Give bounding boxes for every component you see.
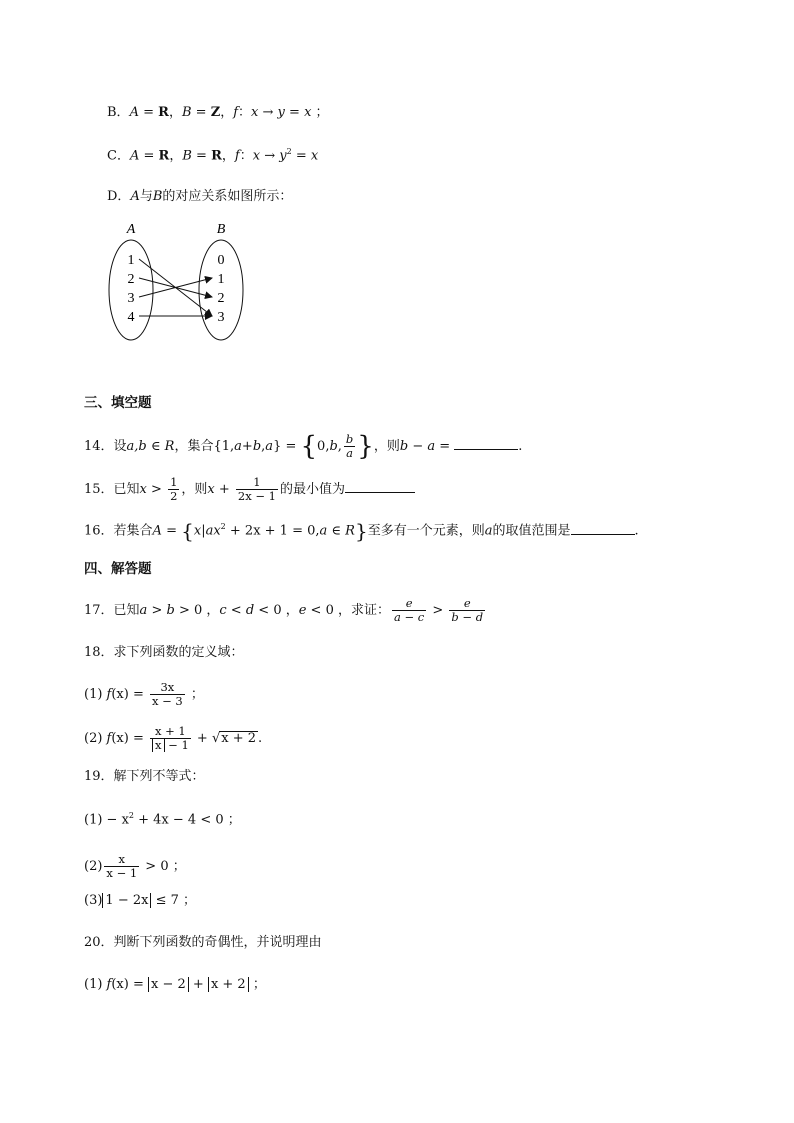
section-title: 三、填空题	[84, 395, 152, 411]
math-op: >	[147, 603, 167, 619]
sqrt: √x + 2	[211, 731, 256, 747]
math-op: >	[146, 482, 167, 498]
math-op: +	[214, 482, 234, 498]
math-var: A	[130, 189, 140, 204]
denominator: 2x − 1	[237, 489, 276, 504]
math: (x) =	[111, 977, 148, 992]
math-op: =	[291, 148, 311, 164]
math-var: B	[181, 105, 192, 120]
math-var: A	[152, 523, 162, 539]
math-var: b	[166, 603, 175, 619]
denominator: a − c	[393, 610, 425, 625]
math-op: |	[201, 523, 206, 539]
math-var: B	[152, 189, 163, 204]
numerator: b	[345, 432, 354, 446]
option-b	[107, 106, 329, 119]
math: − x	[106, 812, 129, 828]
math-op: =	[161, 523, 182, 539]
question-18: 18．求下列函数的定义域：	[84, 645, 244, 660]
math-var: A	[129, 105, 139, 120]
math-var: x	[207, 482, 215, 498]
math-op: ∈	[146, 439, 165, 455]
math: 0,	[317, 439, 330, 455]
part-label: (2)	[84, 859, 103, 875]
math: (x) =	[111, 731, 148, 747]
option-label: D．	[107, 189, 131, 204]
set-b-element: 3	[217, 310, 225, 325]
math-var: a,b	[126, 439, 147, 455]
numerator: 1	[253, 475, 261, 489]
punct: ；	[248, 977, 266, 992]
math-op: −	[408, 439, 428, 455]
math-var: a	[427, 439, 436, 455]
part-label: (2)	[84, 731, 107, 747]
math-var: b	[399, 439, 409, 455]
numerator: e	[405, 596, 413, 610]
punct: ，	[220, 105, 234, 120]
fraction	[150, 681, 185, 708]
answer-blank[interactable]	[345, 492, 415, 493]
option-label: B．	[107, 105, 130, 120]
numerator: x	[118, 852, 126, 866]
math-op: >	[428, 603, 448, 619]
math-var: a	[139, 603, 148, 619]
part-label: (3)	[84, 893, 103, 908]
text: 的最小值为	[280, 482, 346, 498]
section-title: 四、解答题	[84, 561, 152, 577]
question-19-part-3	[84, 894, 196, 907]
denominator: x − 3	[152, 694, 183, 709]
math-var: f	[106, 731, 112, 747]
question-18-part-1	[84, 681, 204, 708]
denominator: 2	[170, 489, 178, 504]
punct: ，	[221, 148, 235, 164]
text: 的取值范围是	[492, 523, 571, 539]
math-var: f	[234, 148, 240, 164]
math-var: y	[277, 105, 285, 120]
math: + 2x + 1 = 0,	[225, 523, 320, 539]
math-op: =	[139, 148, 159, 164]
question-19-part-1	[84, 812, 241, 826]
punct: ,	[261, 439, 266, 455]
set-b-element: 0	[217, 253, 225, 268]
math-op: ∈	[327, 523, 346, 539]
set-a-label: A	[126, 222, 136, 237]
math-var: a	[319, 523, 328, 539]
math-set: R	[158, 105, 169, 120]
part-label: (1)	[84, 812, 107, 828]
math-var: d	[245, 603, 255, 619]
absolute-value: 1 − 2x	[102, 893, 151, 908]
punct: .	[518, 439, 523, 455]
math: } =	[273, 439, 301, 455]
math-var: y	[279, 148, 287, 164]
part-label: (1)	[84, 687, 107, 703]
fraction	[104, 853, 139, 880]
punct: .	[634, 523, 639, 539]
set-b-element: 2	[217, 291, 225, 306]
math-var: ax	[205, 523, 221, 539]
math-var: c	[219, 603, 227, 619]
denominator	[150, 738, 191, 752]
text: 至多有一个元素，则	[367, 523, 485, 539]
option-label: C．	[107, 148, 130, 164]
math-var: f	[106, 977, 112, 992]
math: {1,	[213, 439, 235, 455]
question-14	[84, 433, 522, 460]
math: − 1	[164, 738, 189, 753]
answer-blank[interactable]	[571, 534, 635, 535]
math-var: B	[182, 148, 192, 164]
text: 与	[139, 189, 153, 204]
math-var: f	[233, 105, 239, 120]
math-var: x	[251, 105, 259, 120]
math-set: R	[211, 148, 222, 164]
math-op: =	[191, 148, 212, 164]
question-20: 20．判断下列函数的奇偶性，并说明理由	[84, 935, 322, 950]
absolute-value: x + 2	[208, 977, 249, 992]
fraction	[168, 476, 179, 503]
set-b-label: B	[216, 222, 226, 237]
math-var: x	[304, 105, 312, 120]
math: (x) =	[111, 687, 148, 703]
question-20-part-1	[84, 978, 266, 991]
fraction	[344, 433, 355, 460]
math-var: A	[129, 148, 140, 164]
punct: ,	[337, 439, 342, 455]
math-op: →	[260, 148, 280, 164]
fraction	[150, 725, 191, 752]
math: + 4x − 4 < 0 ；	[134, 812, 241, 828]
exponent: 2	[220, 522, 226, 532]
math-op: =	[138, 105, 159, 120]
mapping-diagram	[100, 215, 260, 345]
denominator: b − d	[451, 610, 484, 625]
numerator: e	[463, 596, 471, 610]
math-var: a	[265, 439, 274, 455]
math-set: R	[345, 523, 355, 539]
math-var: b	[329, 439, 338, 455]
math-op: +	[192, 731, 212, 747]
math: < 0 ，	[254, 603, 299, 619]
math-op: =	[191, 105, 211, 120]
denominator: a	[346, 446, 354, 461]
absolute-value: x − 2	[148, 977, 189, 992]
math-var: x	[193, 523, 202, 539]
denominator: x − 1	[106, 866, 138, 881]
math-var: x	[139, 482, 147, 498]
numerator: x + 1	[155, 724, 186, 738]
math-var: x	[310, 148, 319, 164]
math-op: +	[241, 439, 253, 455]
question-19-part-2	[84, 853, 186, 880]
math-op: +	[188, 977, 208, 992]
math-var: x	[252, 148, 261, 164]
math-var: b	[252, 439, 262, 455]
punct: .	[258, 731, 263, 747]
set-a-element: 3	[127, 291, 135, 306]
question-15	[84, 476, 415, 503]
exponent: 2	[286, 147, 292, 156]
math-var: a	[234, 439, 242, 455]
set-a-element: 4	[127, 310, 135, 325]
text: ，则	[373, 439, 400, 455]
question-19: 19．解下列不等式：	[84, 769, 205, 784]
text: ，集合	[174, 439, 214, 455]
brace: {	[181, 519, 194, 543]
text: < 0 ，求证：	[306, 603, 390, 619]
math-set: R	[158, 148, 170, 164]
exponent: 2	[128, 811, 134, 820]
fraction	[449, 597, 485, 624]
text: ，则	[181, 482, 208, 498]
set-b-element: 1	[217, 272, 225, 287]
punct: ：	[238, 105, 252, 120]
question-label: 15．已知	[84, 482, 140, 498]
math-op: =	[284, 105, 305, 120]
text: 的对应关系如图所示：	[162, 189, 293, 204]
math: ≤ 7 ；	[151, 893, 197, 908]
option-d	[107, 190, 292, 203]
brace: {	[300, 431, 318, 462]
math-var: e	[298, 603, 307, 619]
math-set: R	[164, 439, 175, 455]
brace: }	[354, 519, 368, 543]
math-set: Z	[210, 105, 221, 120]
math-op: =	[435, 439, 455, 455]
punct: ；	[186, 687, 204, 703]
part-label: (1)	[84, 977, 107, 992]
fraction	[392, 597, 426, 624]
question-label: 17．已知	[84, 603, 140, 619]
absolute-value: x	[152, 738, 165, 752]
math-op: →	[258, 105, 278, 120]
option-c	[107, 148, 318, 162]
set-a-element: 1	[127, 253, 135, 268]
math-op: <	[226, 603, 246, 619]
math: > 0 ，	[174, 603, 220, 619]
fraction	[236, 476, 278, 503]
question-17	[84, 597, 487, 624]
question-label: 14．设	[84, 439, 127, 455]
punct: ，	[169, 148, 183, 164]
math-var: a	[484, 523, 493, 539]
question-label: 16．若集合	[84, 523, 153, 539]
sqrt-radicand: x + 2	[221, 731, 256, 747]
question-16	[84, 521, 639, 541]
set-a-element: 2	[127, 272, 135, 287]
punct: ，	[168, 105, 182, 120]
math: > 0 ；	[141, 859, 186, 875]
punct: ；	[311, 105, 329, 120]
punct: ：	[239, 148, 253, 164]
math-var: f	[106, 687, 112, 703]
question-18-part-2	[84, 725, 262, 752]
numerator: 1	[170, 475, 178, 489]
answer-blank[interactable]	[454, 449, 518, 450]
brace: }	[357, 431, 374, 462]
numerator: 3x	[160, 680, 175, 694]
